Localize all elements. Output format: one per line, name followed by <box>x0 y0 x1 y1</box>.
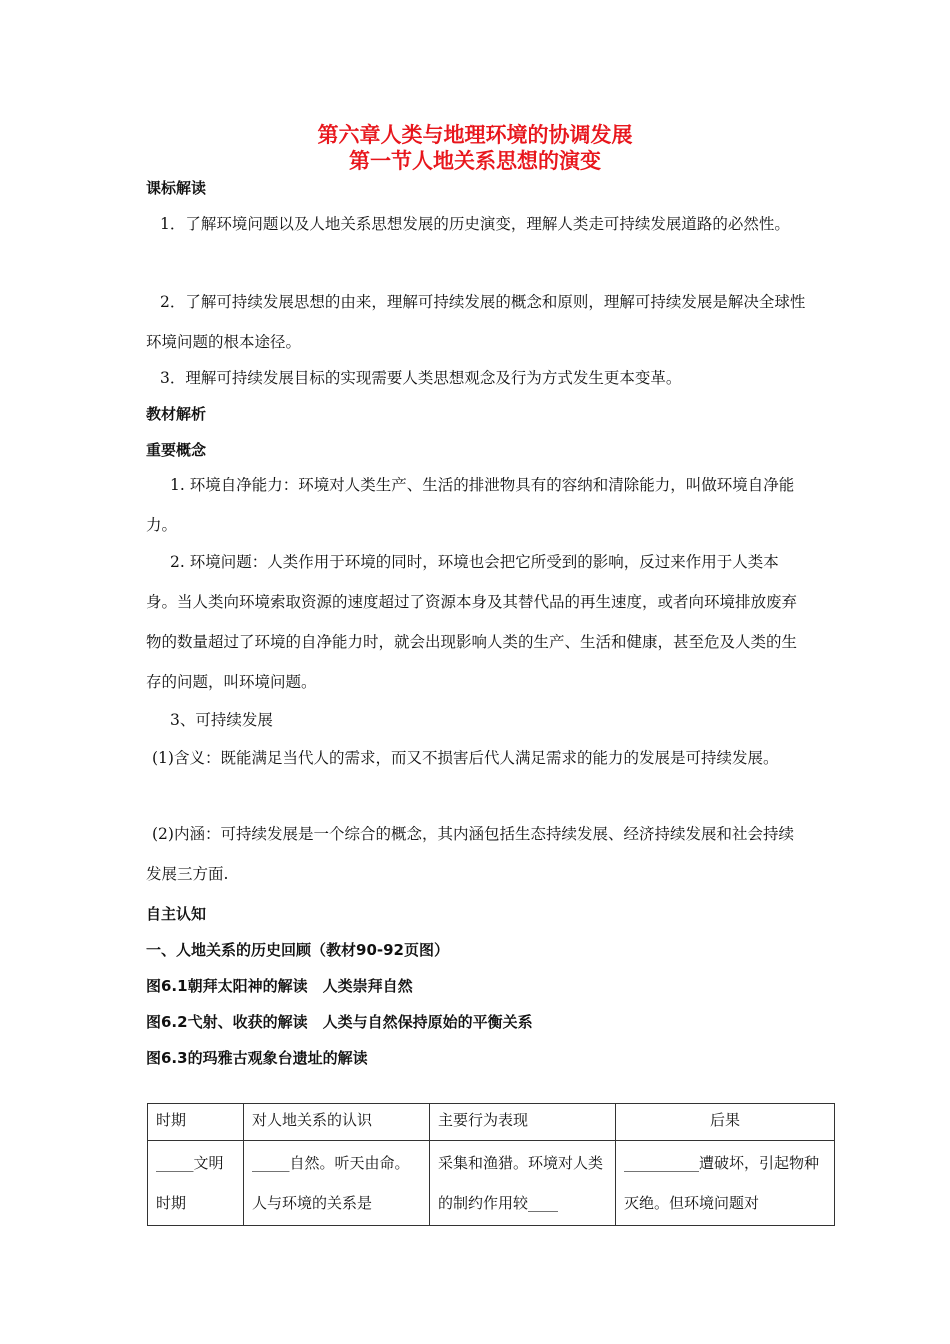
table-row <box>148 1141 835 1226</box>
table-cell-period: _____文明时期 <box>148 1141 244 1226</box>
heading-history-review: 一、人地关系的历史回顾（教材90-92页图） <box>146 941 449 959</box>
concept-environment-problem: 2. 环境问题：人类作用于环境的同时，环境也会把它所受到的影响，反过来作用于人类本身。当人类向环境索取资源的速度超过了资源本身及其替代品的再生速度，或者向环境排放废弃物的数量超过了环境的自净能力时，就会出现影响人类的生产、生活和健康，甚至危及人类的生存的问题，叫环境问题。 <box>146 553 798 691</box>
table-header-row <box>148 1104 835 1141</box>
table-cell-understanding: _____自然。听天由命。人与环境的关系是 <box>244 1141 430 1226</box>
chapter-title: 第六章人类与地理环境的协调发展 <box>317 123 633 147</box>
table-header-cell: 主要行为表现 <box>430 1104 616 1141</box>
table-cell-behavior: 采集和渔猎。环境对人类的制约作用较____ <box>430 1141 616 1226</box>
table-header-cell: 时期 <box>148 1104 244 1141</box>
figure-note-6-2: 图6.2弋射、收获的解读 人类与自然保持原始的平衡关系 <box>146 1013 533 1031</box>
paragraph-standard-1: 1．了解环境问题以及人地关系思想发展的历史演变，理解人类走可持续发展道路的必然性。 <box>160 215 790 233</box>
relationship-table <box>147 1103 835 1226</box>
heading-zizhu: 自主认知 <box>146 905 207 923</box>
paragraph-standard-2: 2．了解可持续发展思想的由来，理解可持续发展的概念和原则，理解可持续发展是解决全球性环境问题的根本途径。 <box>146 293 806 351</box>
concept-sustainable-connotation: (2)内涵：可持续发展是一个综合的概念，其内涵包括生态持续发展、经济持续发展和社会持续发展三方面. <box>146 825 794 883</box>
heading-jiaocai: 教材解析 <box>146 405 207 423</box>
table-header-cell: 后果 <box>616 1104 835 1141</box>
concept-sustainable-development: 3、可持续发展 <box>170 711 273 729</box>
table-cell-consequence: __________遭破坏，引起物种灭绝。但环境问题对 <box>616 1141 835 1226</box>
heading-important-concepts: 重要概念 <box>146 441 207 459</box>
concept-sustainable-meaning: (1)含义：既能满足当代人的需求，而又不损害后代人满足需求的能力的发展是可持续发展。 <box>152 749 779 767</box>
section-title: 第一节人地关系思想的演变 <box>349 149 601 173</box>
table-header-cell: 对人地关系的认识 <box>244 1104 430 1141</box>
heading-kebiao: 课标解读 <box>146 179 207 197</box>
concept-self-purification: 1. 环境自净能力：环境对人类生产、生活的排泄物具有的容纳和清除能力，叫做环境自净能力。 <box>146 476 795 534</box>
paragraph-standard-3: 3．理解可持续发展目标的实现需要人类思想观念及行为方式发生更本变革。 <box>160 369 682 387</box>
figure-note-6-3: 图6.3的玛雅古观象台遗址的解读 <box>146 1049 368 1067</box>
figure-note-6-1: 图6.1朝拜太阳神的解读 人类崇拜自然 <box>146 977 413 995</box>
